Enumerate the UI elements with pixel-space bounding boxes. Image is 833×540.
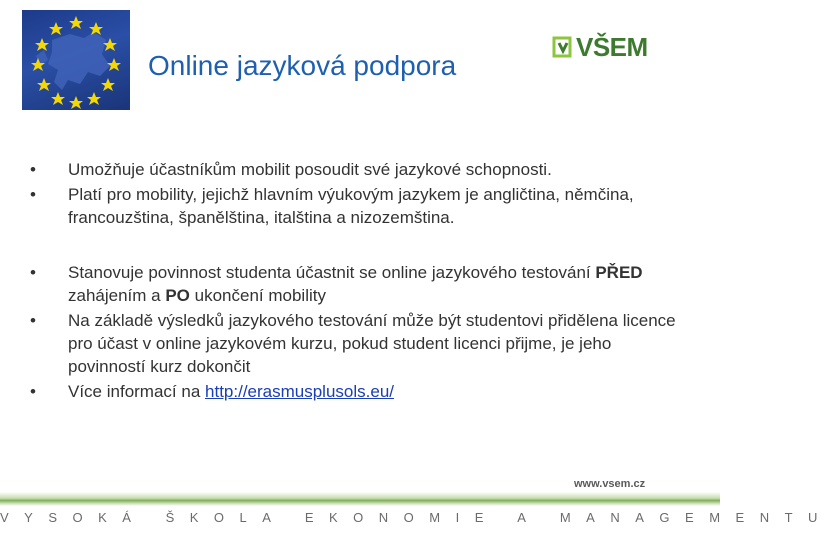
vsem-logo <box>553 32 648 62</box>
bullet-list-2 <box>30 261 690 403</box>
eu-flag-map-icon <box>22 10 130 110</box>
website-address: www.vsem.cz <box>574 478 646 490</box>
spacer <box>30 231 690 261</box>
page-title: Online jazyková podpora <box>148 50 457 81</box>
vsem-logo-text: VŠEM <box>576 31 648 62</box>
footer-school-name: VYSOKÁ ŠKOLA EKONOMIE A MANAGEMENTU <box>0 510 833 525</box>
footer-band <box>0 492 720 506</box>
text-part: zahájením a <box>68 286 166 305</box>
list-item: • Platí pro mobility, jejichž hlavním výukovým jazykem je angličtina, němčina, francouzština, španělština, italština a nizozemština. <box>30 183 690 229</box>
info-link[interactable]: http://erasmusplusols.eu/ <box>205 382 394 401</box>
text-part: Stanovuje povinnost studenta účastnit se online jazykového testování <box>68 263 596 282</box>
bold-before: PŘED <box>595 263 643 282</box>
list-item: • Umožňuje účastníkům mobilit posoudit své jazykové schopnosti. <box>30 158 690 181</box>
text-part: ukončení mobility <box>189 286 326 305</box>
slide-content <box>30 158 690 405</box>
text-part: Více informací na <box>68 382 206 401</box>
bold-after: PO <box>165 286 190 305</box>
eu-logo <box>22 10 130 110</box>
list-item <box>30 261 690 307</box>
vsem-mark-icon <box>553 35 573 59</box>
list-item: • Na základě výsledků jazykového testování může být studentovi přidělena licence pro účast v online jazykovém kurzu, pokud student licenci přijme, je jeho povinností kurz dokončit <box>30 309 690 378</box>
list-item <box>30 380 690 403</box>
bullet-list-1 <box>30 158 690 229</box>
